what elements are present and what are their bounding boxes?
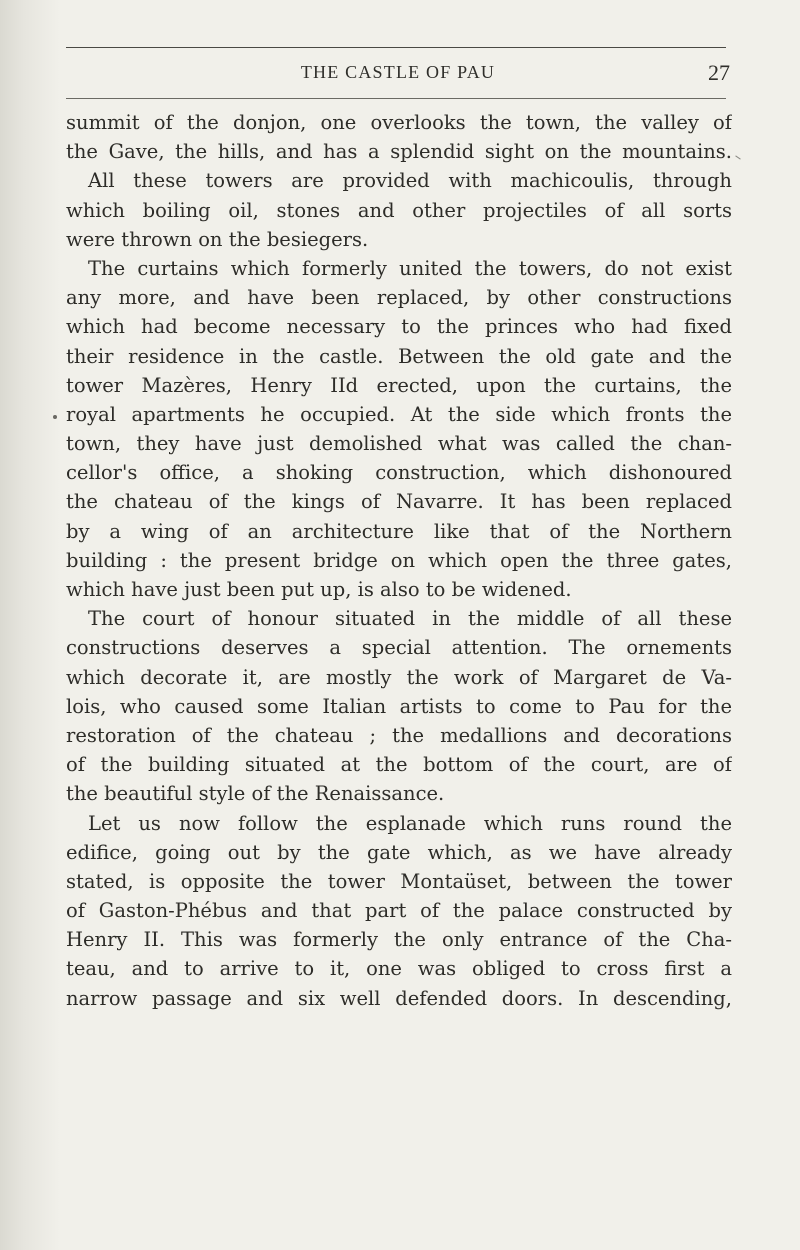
text-line: teau, and to arrive to it, one was obliged to cross first a <box>66 957 732 981</box>
margin-mark <box>53 415 57 419</box>
text-line: summit of the donjon, one overlooks the town, the valley of <box>66 111 732 134</box>
text-line: cellor's office, a shoking construction, which dishonoured <box>66 461 732 485</box>
text-line: constructions deserves a special attention. The ornements <box>66 636 732 660</box>
page-number: 27 <box>708 60 730 85</box>
text-line: of Gaston-Phébus and that part of the palace constructed by <box>66 899 732 923</box>
top-rule <box>66 47 726 48</box>
text-line: All these towers are provided with machicoulis, through <box>88 169 732 193</box>
text-line: building : the present bridge on which open the three gates, <box>66 548 732 572</box>
text-line: restoration of the chateau ; the medallions and decorations <box>66 723 732 747</box>
head-rule <box>66 98 726 99</box>
text-line: stated, is opposite the tower Montaüset, between the tower <box>66 869 732 893</box>
text-line: which decorate it, are mostly the work of Margaret de Va- <box>66 665 732 689</box>
text-line: the beautiful style of the Renaissance. <box>66 782 445 806</box>
text-line: their residence in the castle. Between the old gate and the <box>66 344 732 368</box>
text-line: tower Mazères, Henry IId erected, upon the curtains, the <box>66 373 732 397</box>
margin-tick <box>735 155 740 159</box>
body-text <box>66 108 732 1013</box>
text-line: edifice, going out by the gate which, as we have already <box>66 840 732 864</box>
text-line: The curtains which formerly united the towers, do not exist <box>88 256 732 280</box>
text-line: any more, and have been replaced, by other constructions <box>66 286 732 310</box>
text-line: royal apartments he occupied. At the side which fronts the <box>66 402 732 426</box>
running-head <box>0 62 800 88</box>
text-line: which boiling oil, stones and other projectiles of all sorts <box>66 198 732 222</box>
text-line: which have just been put up, is also to be widened. <box>66 578 572 601</box>
text-line: town, they have just demolished what was called the chan- <box>66 432 732 456</box>
text-line: Henry II. This was formerly the only entrance of the Cha- <box>66 928 732 952</box>
text-line: the chateau of the kings of Navarre. It has been replaced <box>66 490 732 514</box>
text-line: the Gave, the hills, and has a splendid sight on the mountains. <box>66 140 732 164</box>
text-line: by a wing of an architecture like that of the Northern <box>66 519 732 543</box>
text-line: The court of honour situated in the middle of all these <box>88 607 732 631</box>
page-gutter-shadow <box>0 0 60 1250</box>
text-line: were thrown on the besiegers. <box>66 227 369 251</box>
text-line: which had become necessary to the princes who had fixed <box>66 315 732 339</box>
text-line: narrow passage and six well defended doors. In descending, <box>66 986 732 1010</box>
running-title: THE CASTLE OF PAU <box>300 62 496 82</box>
text-line: lois, who caused some Italian artists to come to Pau for the <box>66 694 732 718</box>
text-line: of the building situated at the bottom of the court, are of <box>66 753 732 777</box>
text-line: Let us now follow the esplanade which runs round the <box>88 811 732 835</box>
